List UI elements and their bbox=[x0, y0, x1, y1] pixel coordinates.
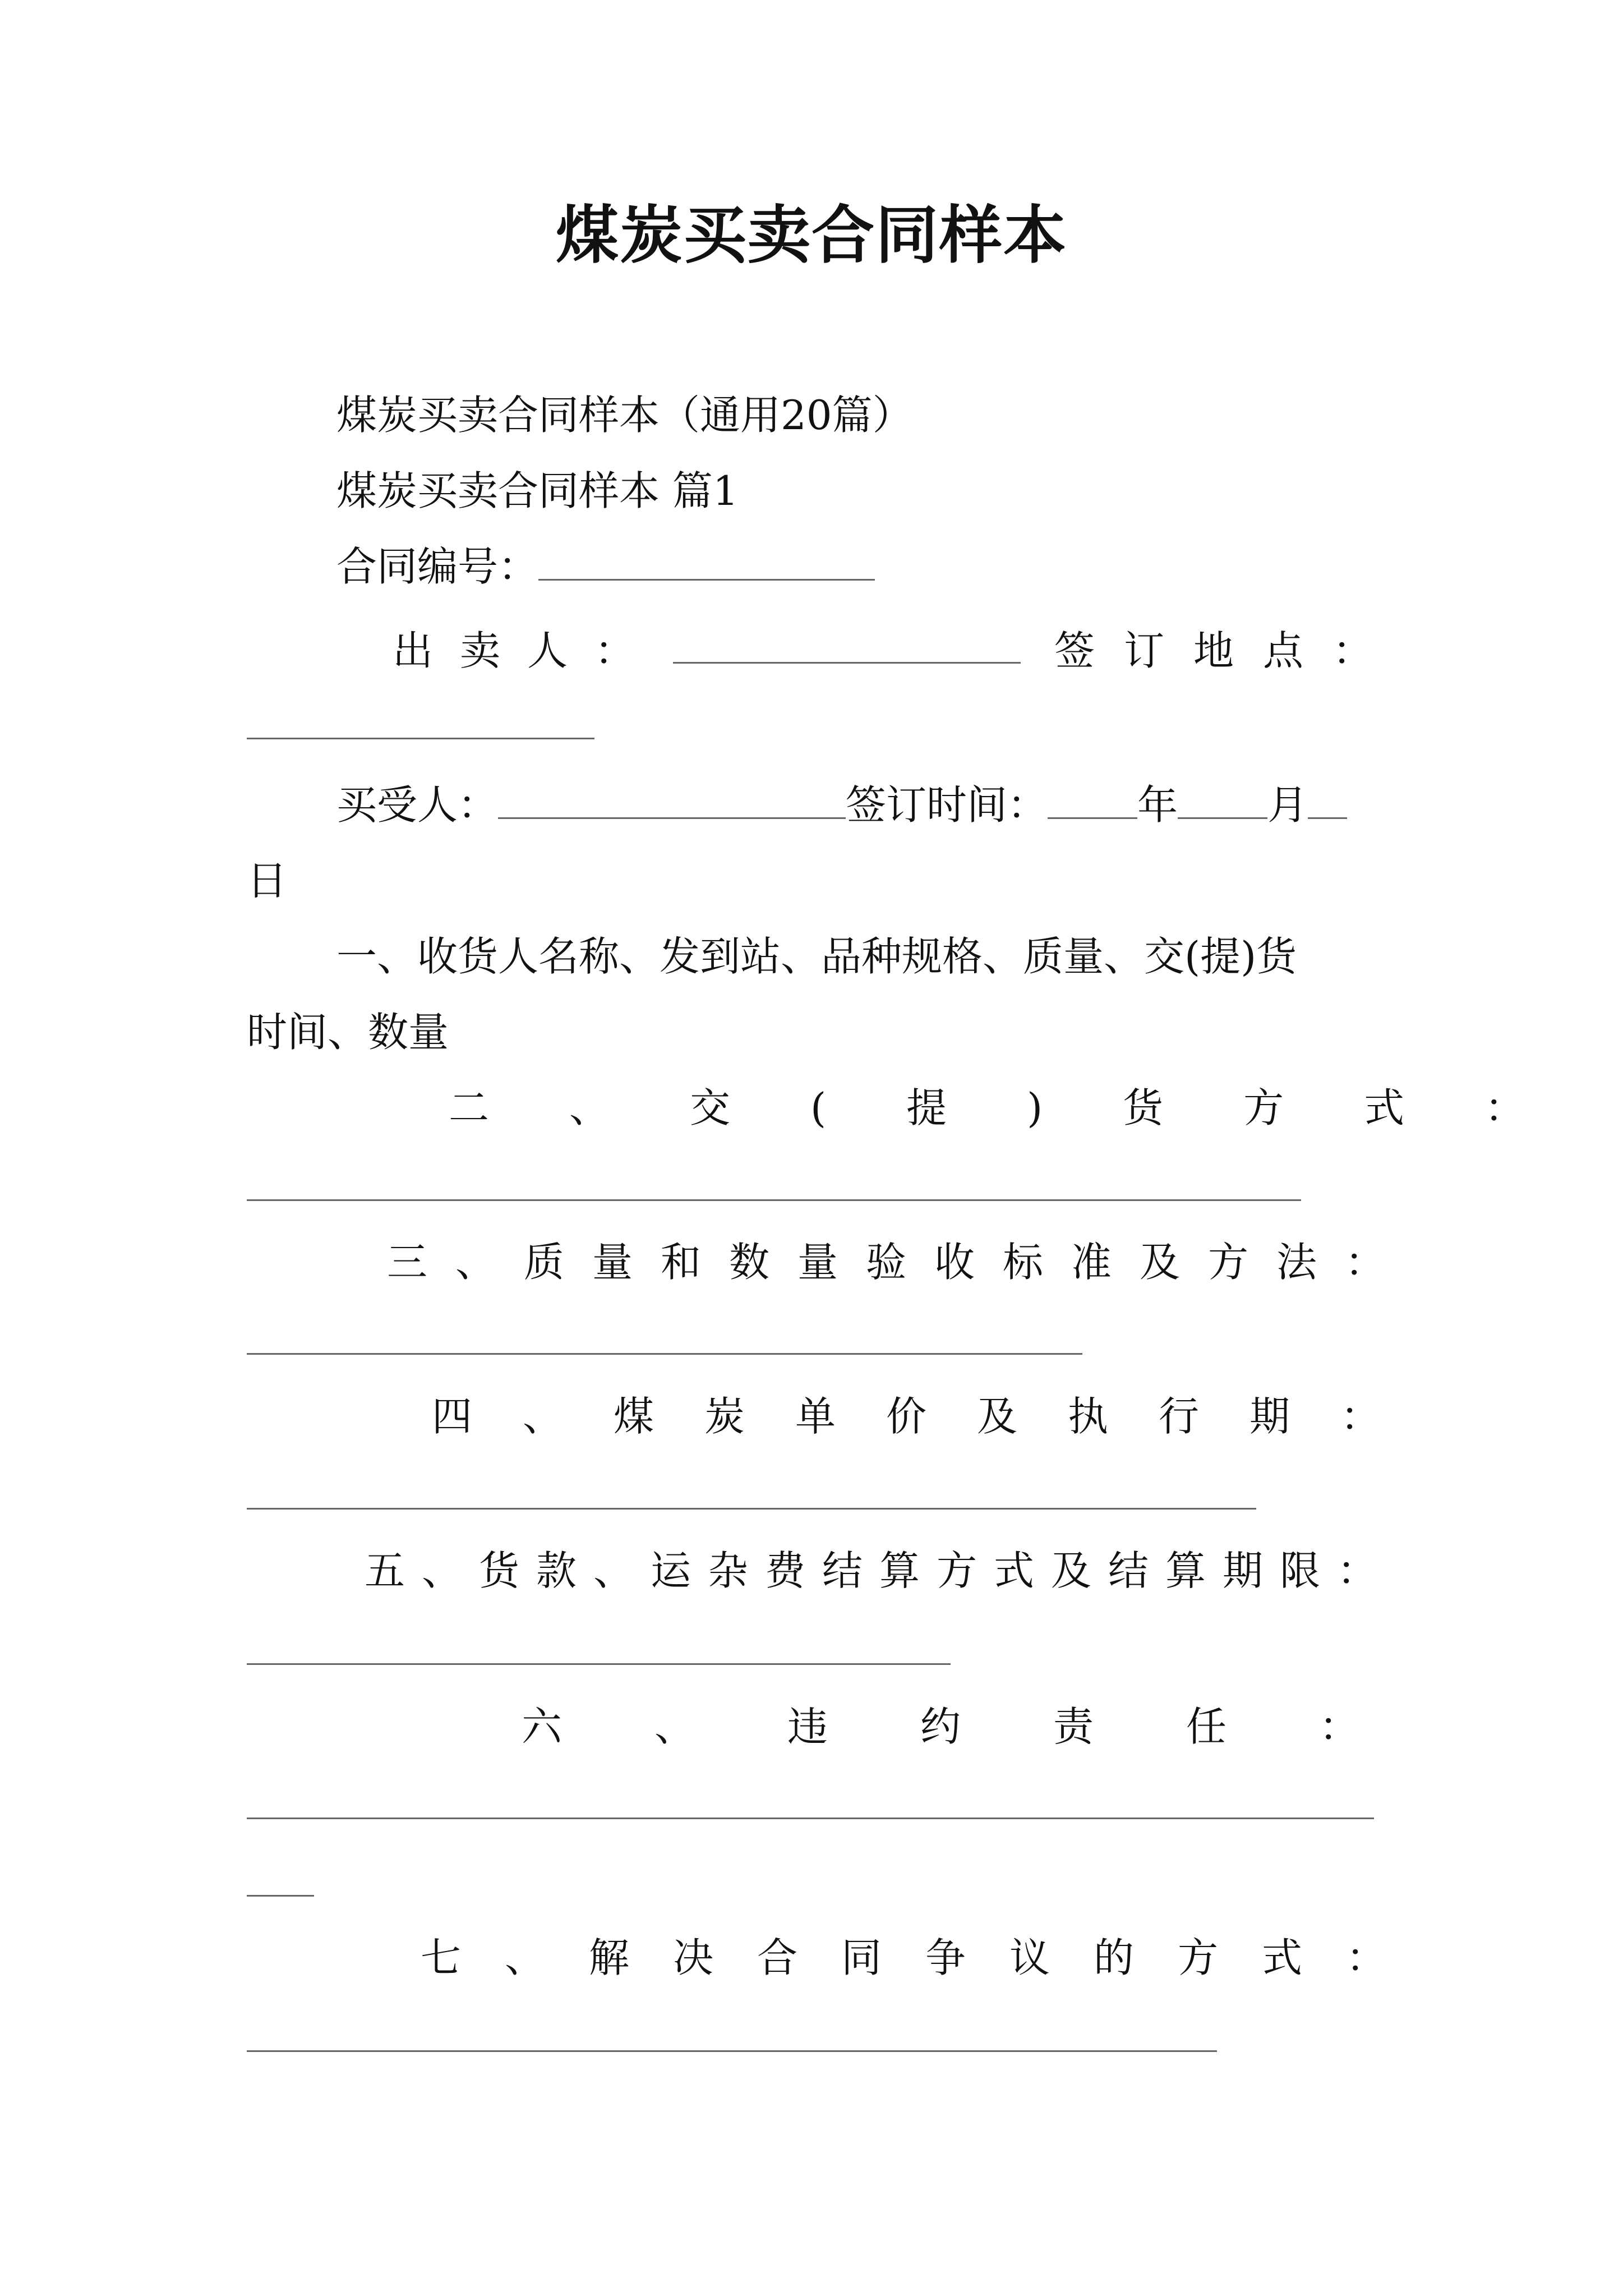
month-blank[interactable] bbox=[1178, 778, 1267, 819]
document-title: 煤炭买卖合同样本 bbox=[556, 199, 1067, 272]
clause-1-line-2: 时间、数量 bbox=[247, 1009, 449, 1056]
clause-1-line-1: 一、收货人名称、发到站、品种规格、质量、交(提)货 bbox=[336, 933, 1297, 980]
clause-4-blank[interactable] bbox=[247, 1508, 1256, 1510]
clause-3-heading: 三、质量和数量验收标准及方法： bbox=[387, 1239, 1414, 1286]
clause-3-blank[interactable] bbox=[247, 1353, 1082, 1355]
contract-number-blank[interactable] bbox=[538, 540, 875, 581]
clause-6-blank-line-2[interactable] bbox=[247, 1895, 314, 1897]
sign-place-blank[interactable] bbox=[247, 738, 594, 739]
day-label: 日 bbox=[247, 857, 288, 904]
year-blank[interactable] bbox=[1048, 778, 1137, 819]
document-subtitle: 煤炭买卖合同样本（通用20篇） bbox=[336, 392, 913, 439]
clause-4-heading: 四、煤炭单价及执行期： bbox=[432, 1393, 1432, 1440]
seller-label: 出卖人： bbox=[393, 627, 662, 674]
part-heading: 煤炭买卖合同样本 篇1 bbox=[336, 467, 739, 514]
seller-row bbox=[336, 623, 1403, 679]
clause-6-heading: 六、违约责任： bbox=[522, 1703, 1453, 1750]
clause-2-blank[interactable] bbox=[247, 1199, 1301, 1201]
clause-2-heading: 二、交(提)货方式： bbox=[449, 1084, 1606, 1131]
clause-5-blank[interactable] bbox=[247, 1663, 951, 1665]
contract-number-line bbox=[336, 539, 875, 595]
year-label: 年 bbox=[1137, 781, 1178, 829]
month-label: 月 bbox=[1267, 781, 1308, 829]
contract-number-label: 合同编号： bbox=[336, 543, 539, 590]
sign-time-label: 签订时间： bbox=[846, 781, 1048, 829]
buyer-blank[interactable] bbox=[498, 778, 846, 819]
sign-place-label: 签订地点： bbox=[1054, 627, 1403, 674]
clause-6-blank-line-1[interactable] bbox=[247, 1818, 1374, 1819]
buyer-row bbox=[336, 777, 1347, 833]
clause-5-heading: 五、货款、运杂费结算方式及结算期限： bbox=[365, 1547, 1395, 1594]
clause-7-blank[interactable] bbox=[247, 2050, 1217, 2052]
day-blank[interactable] bbox=[1308, 778, 1347, 819]
seller-blank[interactable] bbox=[673, 623, 1021, 664]
buyer-label: 买受人： bbox=[336, 781, 499, 829]
clause-7-heading: 七、解决合同争议的方式： bbox=[421, 1934, 1431, 1981]
